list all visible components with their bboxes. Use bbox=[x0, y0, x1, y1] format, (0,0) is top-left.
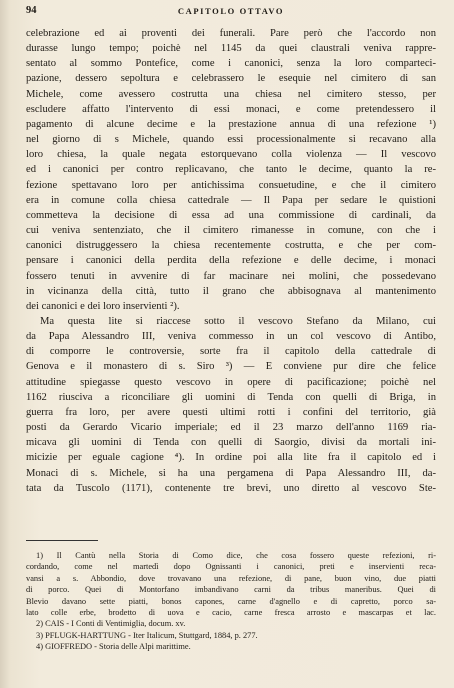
text-line: era in comune colla chiesa cattedrale — Il Papa per sedare le quistioni bbox=[26, 194, 436, 206]
page-header bbox=[26, 5, 436, 21]
text-line: Ma questa lite si riaccese sotto il vescovo Stefano da Milano, cui bbox=[40, 315, 436, 327]
footnote-divider bbox=[26, 540, 98, 541]
footnote-line: Blevio davano sette piatti, bonos capones, carne d'agnello e di capretto, porco sa- bbox=[26, 596, 436, 606]
text-line: guerra fra loro, per avere questi ultimi rotti i confini del territorio, già bbox=[26, 406, 436, 418]
text-line: di comporre le controversie, sorte fra il capitolo della cattedrale di bbox=[26, 346, 436, 358]
text-line: tata da Tuscolo (1171), contenente tre brevi, uno diretto al vescovo Ste- bbox=[26, 482, 436, 494]
footnote-line: 4) GIOFFREDO - Storia delle Alpi marittime. bbox=[36, 642, 191, 652]
text-line: celebrazione ed ai proventi dei funerali. Pare però che l'accordo non bbox=[26, 28, 436, 39]
text-line: in vicinanza della città, tutto il grano che abbisognava al mantenimento bbox=[26, 285, 436, 297]
text-line: pazione, dessero sepoltura e celebrassero le esequie nel cimitero di san bbox=[26, 73, 436, 85]
text-line: Monaci di s. Michele, si ha una pergamena di Papa Alessandro III, da- bbox=[26, 467, 436, 479]
running-head: CAPITOLO OTTAVO bbox=[177, 6, 285, 16]
text-line: fossero tenuti in avvenire di far macinare nei molini, che possedevano bbox=[26, 270, 436, 282]
footnote-line: 1) Il Cantù nella Storia di Como dice, che cosa fossero queste refezioni, ri- bbox=[36, 551, 436, 560]
text-line: fezione spettavano loro per antichissima consuetudine, e che il cimitero bbox=[26, 179, 436, 191]
text-line: micizie per eguale cagione ⁴). In ordine poi alla lite fra il capitolo ed i bbox=[26, 452, 436, 464]
text-line: attitudine spiegasse questo vescovo in opere di pacificazione; poichè nel bbox=[26, 376, 436, 388]
text-line: Michele, come avessero costrutta una chiesa nel cimitero stesso, per bbox=[26, 88, 436, 100]
footnote-line: lato colle erbe, brodetto di uova e cacio, carne fresca arrosto e mascarpas et lac. bbox=[26, 608, 436, 618]
text-line: Genova e il monastero di s. Siro ³) — E conviene pur dire che felice bbox=[26, 361, 436, 373]
text-line: cui veniva sentenziato, che il cimitero rimanesse in comune, con che i bbox=[26, 225, 436, 237]
text-line: sentato al sommo Pontefice, come i canonici, senza la loro comparteci- bbox=[26, 58, 436, 70]
page-number: 94 bbox=[26, 5, 37, 16]
text-line: posti da Gerardo Vicario imperiale; ed il 23 marzo dell'anno 1169 ria- bbox=[26, 422, 436, 434]
footnote-line: vansi a s. Abbondio, dove trovavano una refezione, di pane, buon vino, due piatti bbox=[26, 573, 436, 583]
text-line: canonici distruggessero la chiesa recentemente costrutta, e che per com- bbox=[26, 240, 436, 252]
footnote-line: di porco. Quei di Montorfano imbandivano carni da tribus maneribus. Quei di bbox=[26, 585, 436, 595]
text-line: loro chiesa, la quale negata estorquevano colla violenza — Il vescovo bbox=[26, 149, 436, 161]
text-line: commetteva la decisione di essa ad una commissione di cardinali, da bbox=[26, 209, 436, 221]
text-line: dei canonici e dei loro inservienti ²). bbox=[26, 300, 180, 312]
text-line: nel giorno di s Michele, quando essi processionalmente si recavano alla bbox=[26, 134, 436, 146]
text-line: ed i canonici per contro replicavano, che tanto le decime, quanto la re- bbox=[26, 164, 436, 176]
footnotes bbox=[26, 550, 436, 653]
footnote-line: 2) CAIS - I Conti di Ventimiglia, docum. xv. bbox=[36, 619, 186, 629]
text-line: pagamento di alcune decime e la prestazione annua di una refezione ¹) bbox=[26, 118, 436, 130]
footnote-line: 3) PFLUGK-HARTTUNG - Iter Italicum, Stuttgard, 1884, p. 277. bbox=[36, 630, 258, 640]
text-line: da Papa Alessandro III, veniva commesso in un col vescovo di Antibo, bbox=[26, 331, 436, 343]
text-line: 1162 riusciva a riconciliare gli uomini di Tenda con quelli di Briga, in bbox=[26, 391, 436, 403]
main-text bbox=[26, 26, 436, 496]
text-line: durasse lungo tempo; poichè nel 1145 da quei claustrali veniva rappre- bbox=[26, 43, 436, 55]
text-line: micava gli uomini di Tenda con quelli di Saorgio, divisi da mortali ini- bbox=[26, 437, 436, 449]
footnote-line: cordando, come nel martedì dopo Ognissanti i canonici, preti e inservienti reca- bbox=[26, 562, 436, 572]
text-line: escludere affatto l'intervento di essi monaci, e come pretendessero il bbox=[26, 103, 436, 115]
text-line: pensare i canonici della perdita della refezione e delle decime, i monaci bbox=[26, 255, 436, 267]
